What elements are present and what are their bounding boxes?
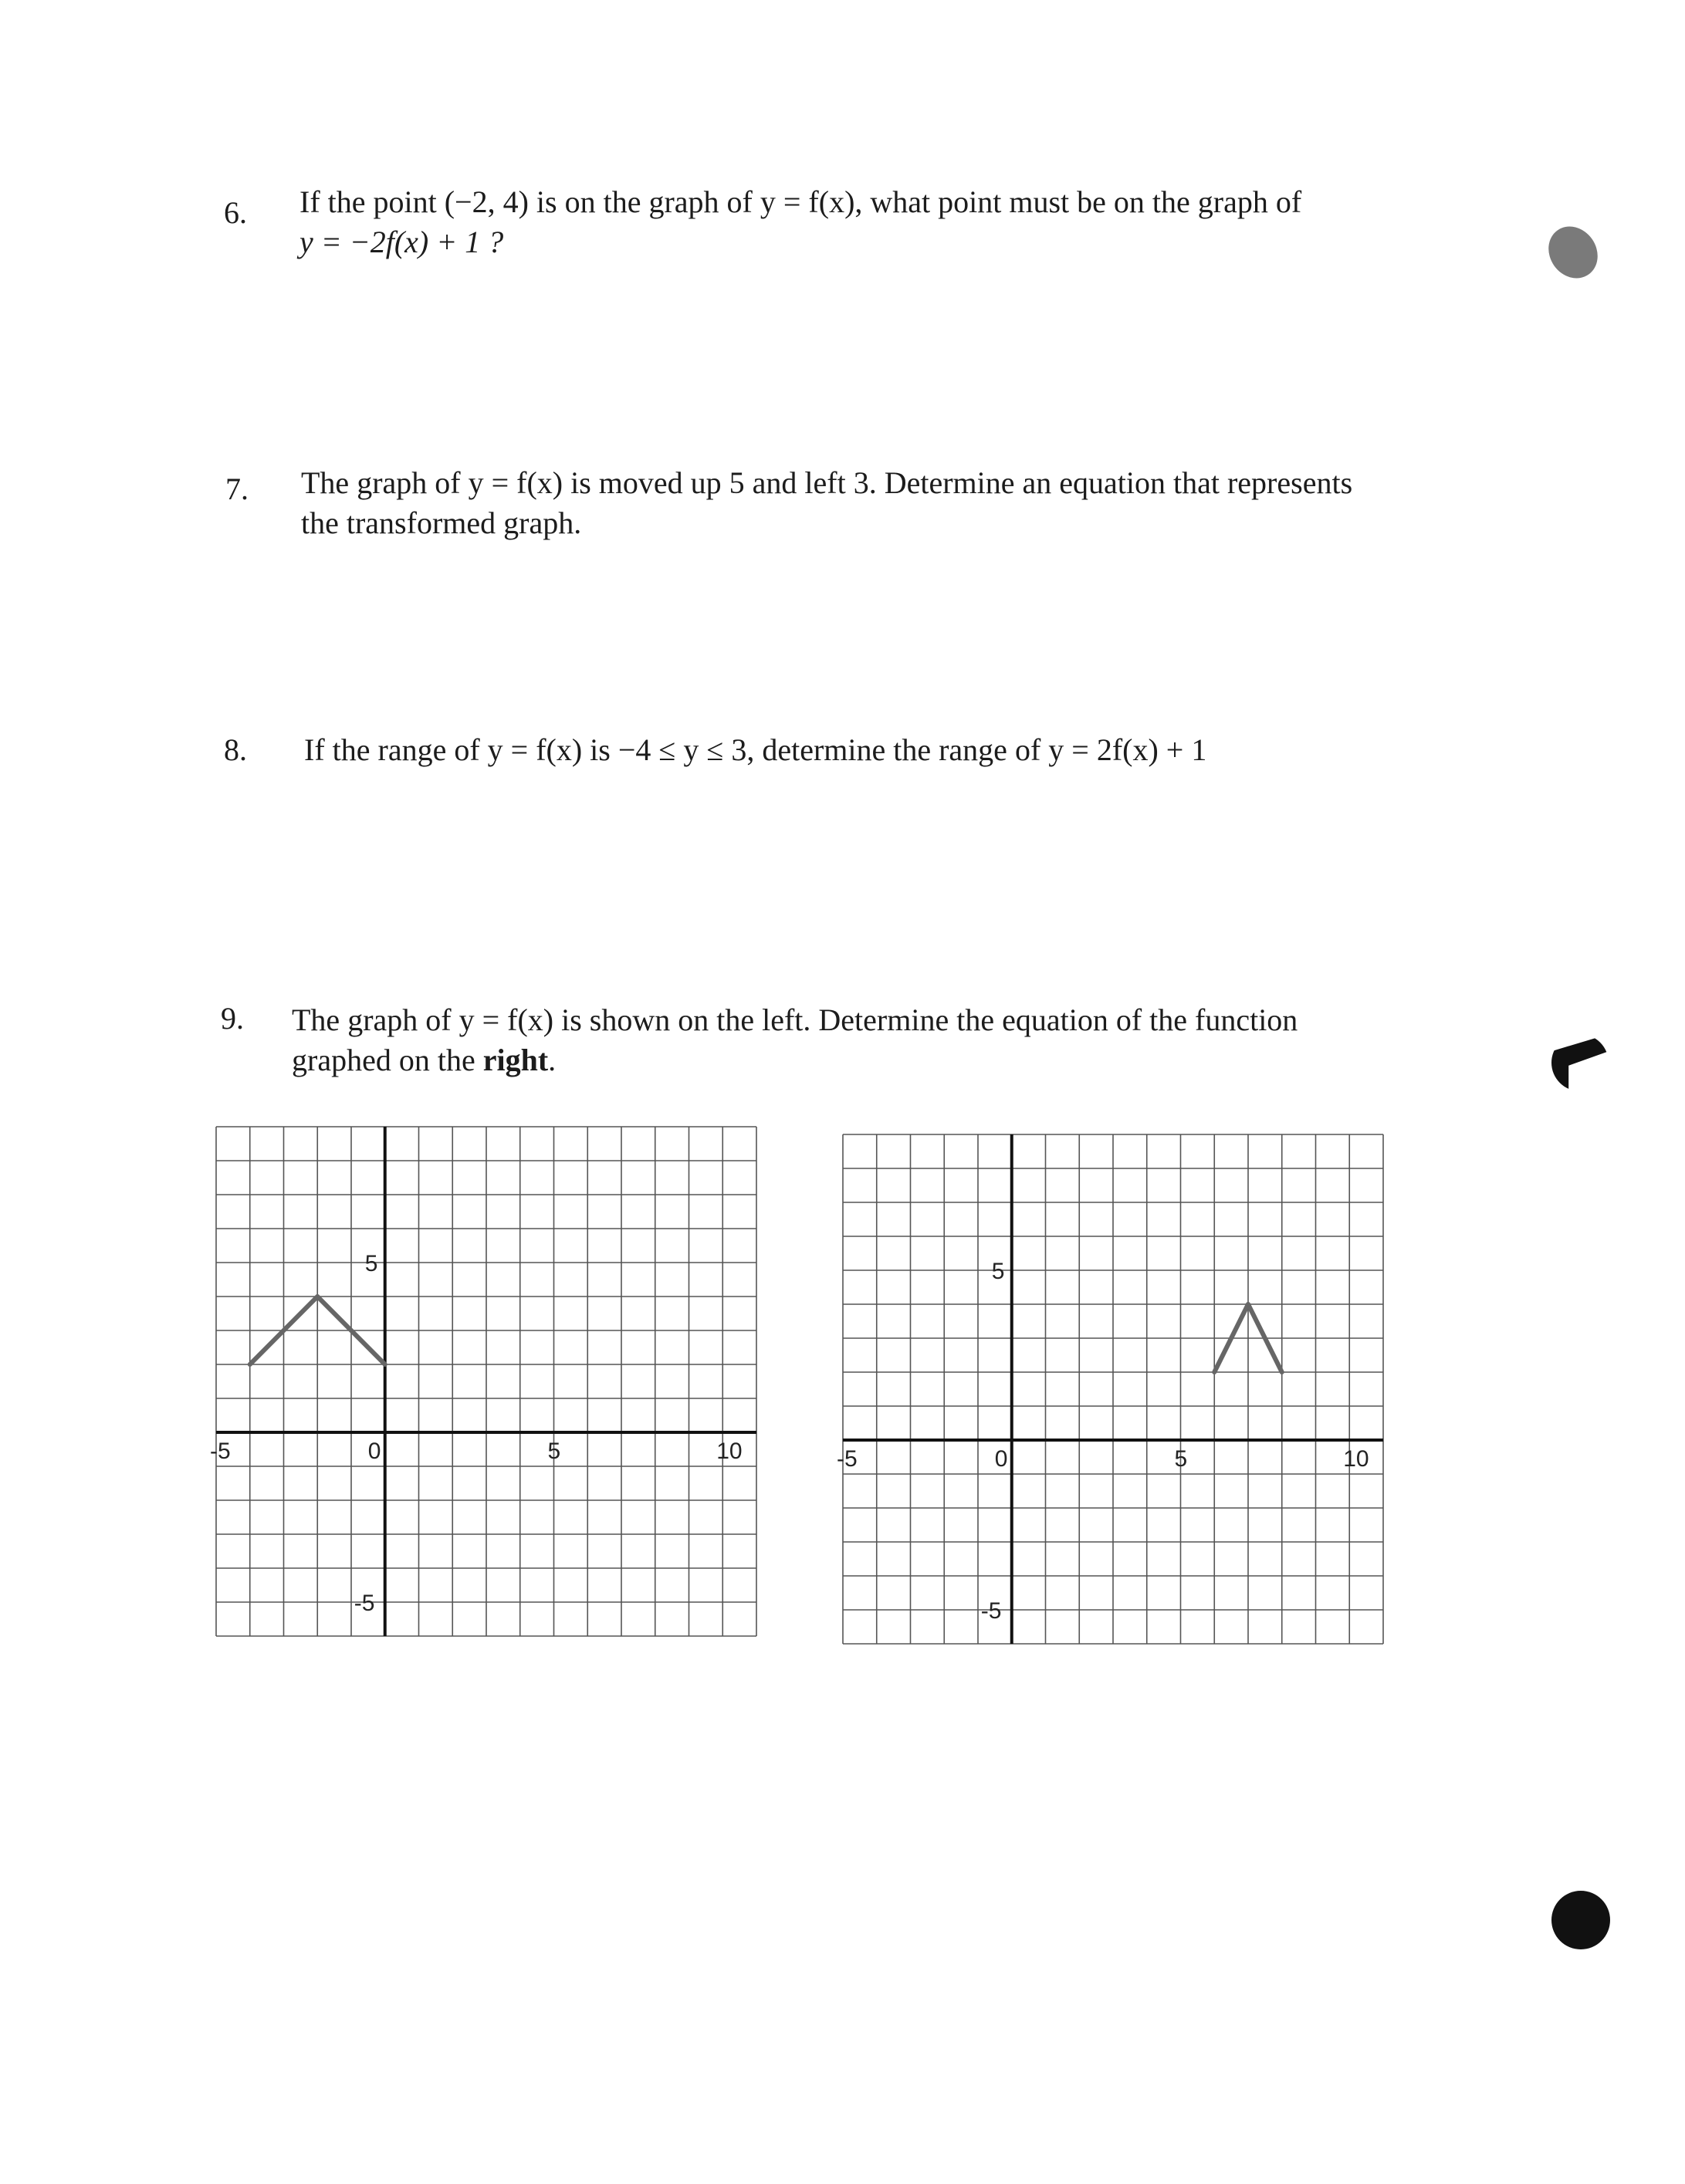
- question-9-text: [292, 1000, 1542, 1080]
- graph-right: [835, 1127, 1391, 1652]
- question-6-number: 6.: [224, 195, 247, 230]
- question-6-text: [299, 182, 1519, 262]
- graph-right-y-tick-label: -5: [980, 1598, 1002, 1624]
- graph-left-y-tick-label: -5: [354, 1591, 375, 1616]
- graph-left-grid: [216, 1127, 756, 1636]
- question-8-line-1: If the range of y = f(x) is −4 ≤ y ≤ 3, determine the range of y = 2f(x) + 1: [304, 732, 1207, 767]
- binder-hole-top: [1538, 217, 1607, 288]
- question-8-text: [304, 730, 1539, 770]
- question-7-line-2: the transformed graph.: [301, 505, 582, 540]
- graph-right-x-tick-label: 10: [1343, 1446, 1369, 1472]
- question-9-line-2: [292, 1040, 1542, 1080]
- question-7-line-1: The graph of y = f(x) is moved up 5 and left 3. Determine an equation that represents: [301, 465, 1353, 500]
- graph-left-x-tick-label: 0: [367, 1439, 381, 1464]
- question-9-line-2-suffix: .: [548, 1043, 557, 1077]
- binder-hole-bottom: [1551, 1891, 1610, 1949]
- question-6-line-1: If the point (−2, 4) is on the graph of y = f(x), what point must be on the graph of: [299, 184, 1302, 219]
- graph-left-x-tick-label: 10: [716, 1439, 743, 1464]
- graph-left-x-tick-label: 5: [547, 1439, 561, 1464]
- question-6-line-2: y = −2f(x) + 1 ?: [299, 225, 504, 259]
- binder-hole-middle: [1551, 1034, 1609, 1091]
- graph-left-y-tick-label: 5: [364, 1251, 378, 1276]
- graph-left: [208, 1119, 764, 1644]
- graph-left-x-tick-label: -5: [210, 1439, 231, 1464]
- graph-right-x-tick-label: 5: [1174, 1446, 1188, 1472]
- graph-right-x-tick-label: -5: [837, 1446, 858, 1472]
- question-9-line-2-prefix: graphed on the: [292, 1043, 483, 1077]
- question-7-number: 7.: [225, 472, 249, 506]
- question-7-text: [301, 463, 1536, 543]
- graph-right-svg: [835, 1127, 1391, 1652]
- graph-left-svg: [208, 1119, 764, 1644]
- graph-right-y-tick-label: 5: [991, 1259, 1005, 1284]
- question-9-number: 9.: [221, 1001, 244, 1036]
- graph-right-x-tick-label: 0: [994, 1446, 1008, 1472]
- graph-right-grid: [843, 1134, 1383, 1644]
- question-9-line-1: The graph of y = f(x) is shown on the left. Determine the equation of the function: [292, 1002, 1298, 1037]
- question-9-line-2-bold: right: [482, 1043, 549, 1077]
- question-8-number: 8.: [224, 732, 247, 767]
